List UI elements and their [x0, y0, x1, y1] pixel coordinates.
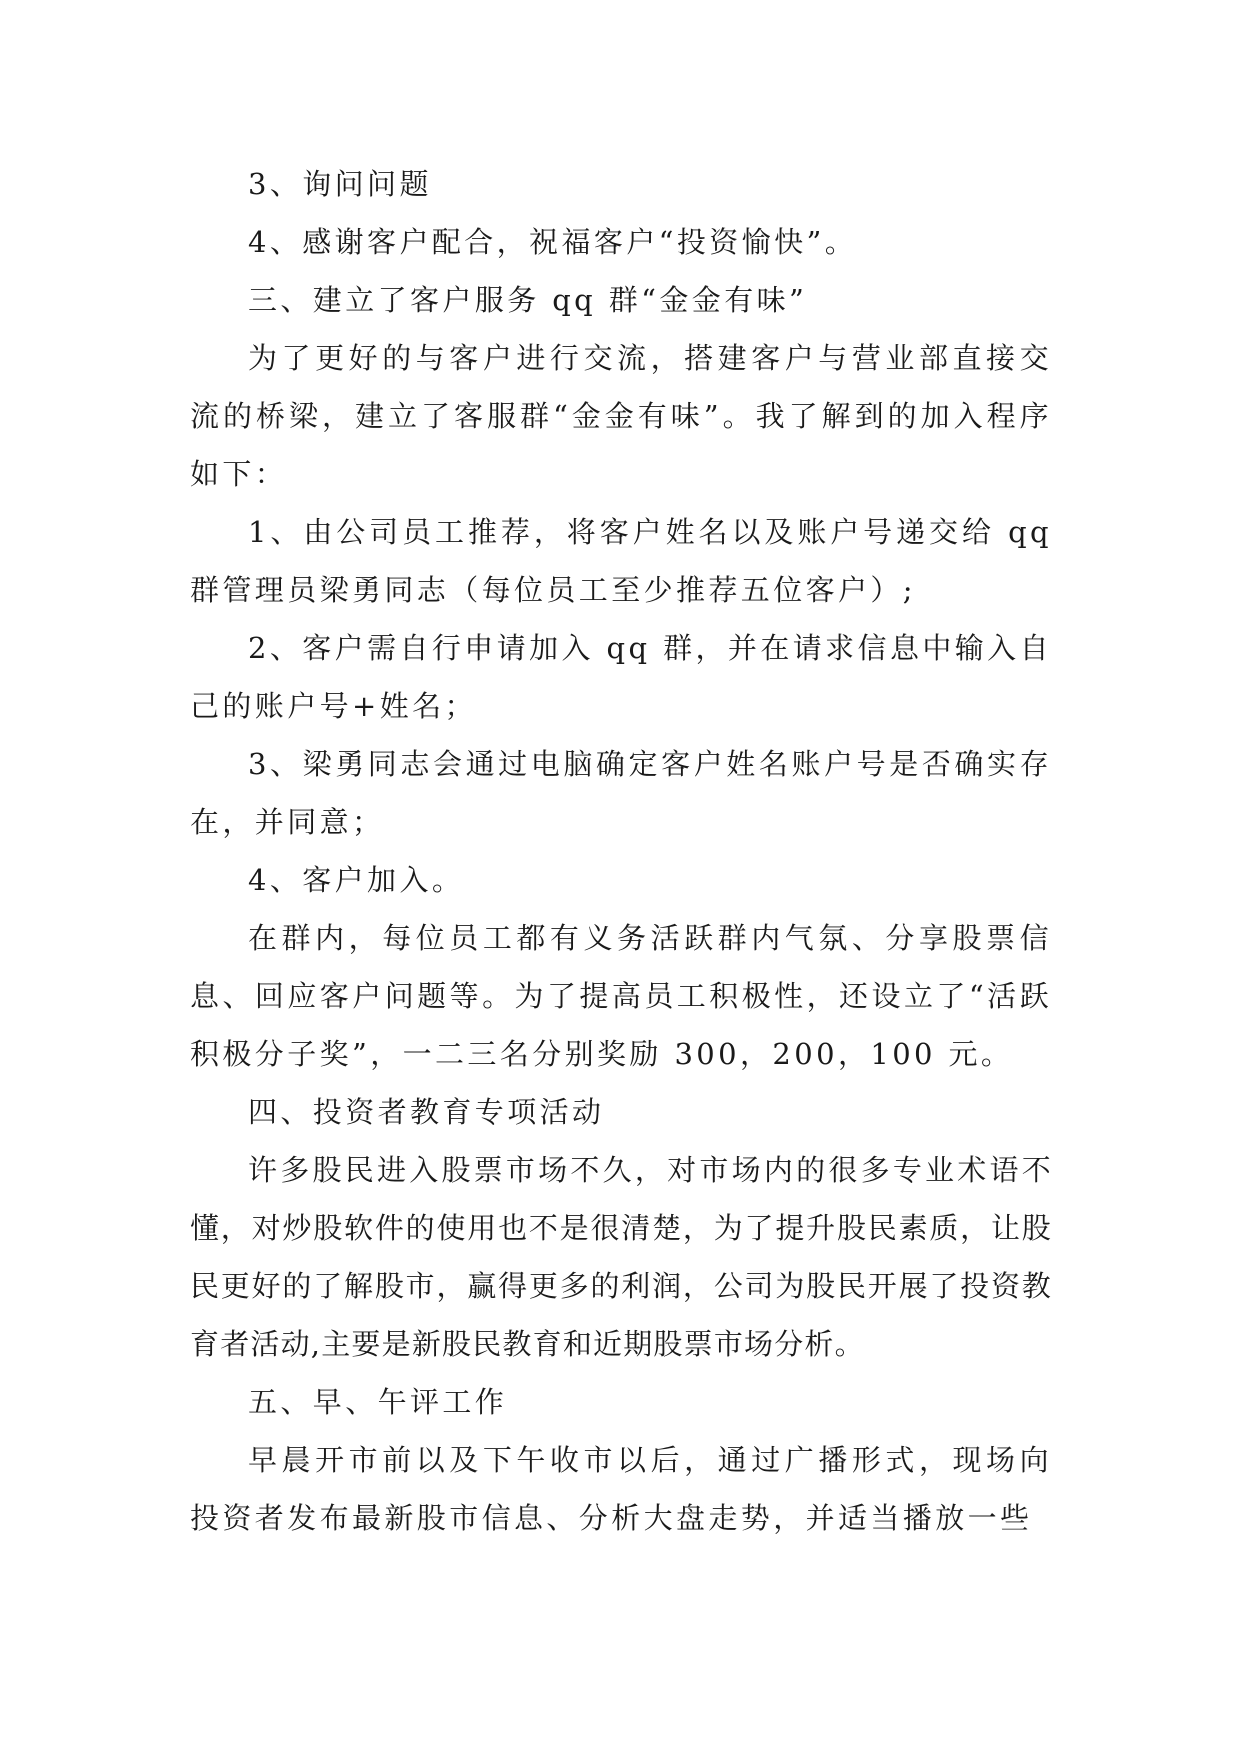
list-item-employee-recommend: 1、由公司员工推荐，将客户姓名以及账户号递交给 qq 群管理员梁勇同志（每位员工至少推荐五位客户）; — [190, 515, 1052, 607]
section-heading-qq-group: 三、建立了客户服务 qq 群“金金有味” — [248, 283, 808, 317]
list-item-ask-questions: 3、询问问题 — [248, 167, 432, 201]
section-heading-morning-afternoon-review: 五、早、午评工作 — [248, 1385, 508, 1419]
list-item-thank-customers: 4、感谢客户配合，祝福客户“投资愉快”。 — [248, 225, 858, 259]
list-item-customer-apply: 2、客户需自行申请加入 qq 群，并在请求信息中输入自己的账户号+姓名； — [190, 631, 1052, 723]
section-heading-investor-education: 四、投资者教育专项活动 — [248, 1095, 605, 1129]
list-item-verify-account: 3、梁勇同志会通过电脑确定客户姓名账户号是否确实存在，并同意； — [190, 747, 1052, 839]
body-paragraph-investor-education: 许多股民进入股票市场不久，对市场内的很多专业术语不懂，对炒股软件的使用也不是很清楚，为了提升股民素质，让股民更好的了解股市，赢得更多的利润，公司为股民开展了投资教育者活动,主要是新股民教育和近期股票市场分析。 — [190, 1153, 1052, 1361]
body-paragraph-group-activity: 在群内，每位员工都有义务活跃群内气氛、分享股票信息、回应客户问题等。为了提高员工积极性，还设立了“活跃积极分子奖”，一二三名分别奖励 300，200，100 元。 — [190, 921, 1052, 1071]
list-item-customer-joins: 4、客户加入。 — [248, 863, 465, 897]
body-paragraph-qq-group-intro: 为了更好的与客户进行交流，搭建客户与营业部直接交流的桥梁，建立了客服群“金金有味”。我了解到的加入程序如下： — [190, 341, 1052, 491]
document-page — [190, 155, 1052, 1547]
body-paragraph-broadcast: 早晨开市前以及下午收市以后，通过广播形式，现场向投资者发布最新股市信息、分析大盘走势，并适当播放一些 — [190, 1443, 1052, 1535]
